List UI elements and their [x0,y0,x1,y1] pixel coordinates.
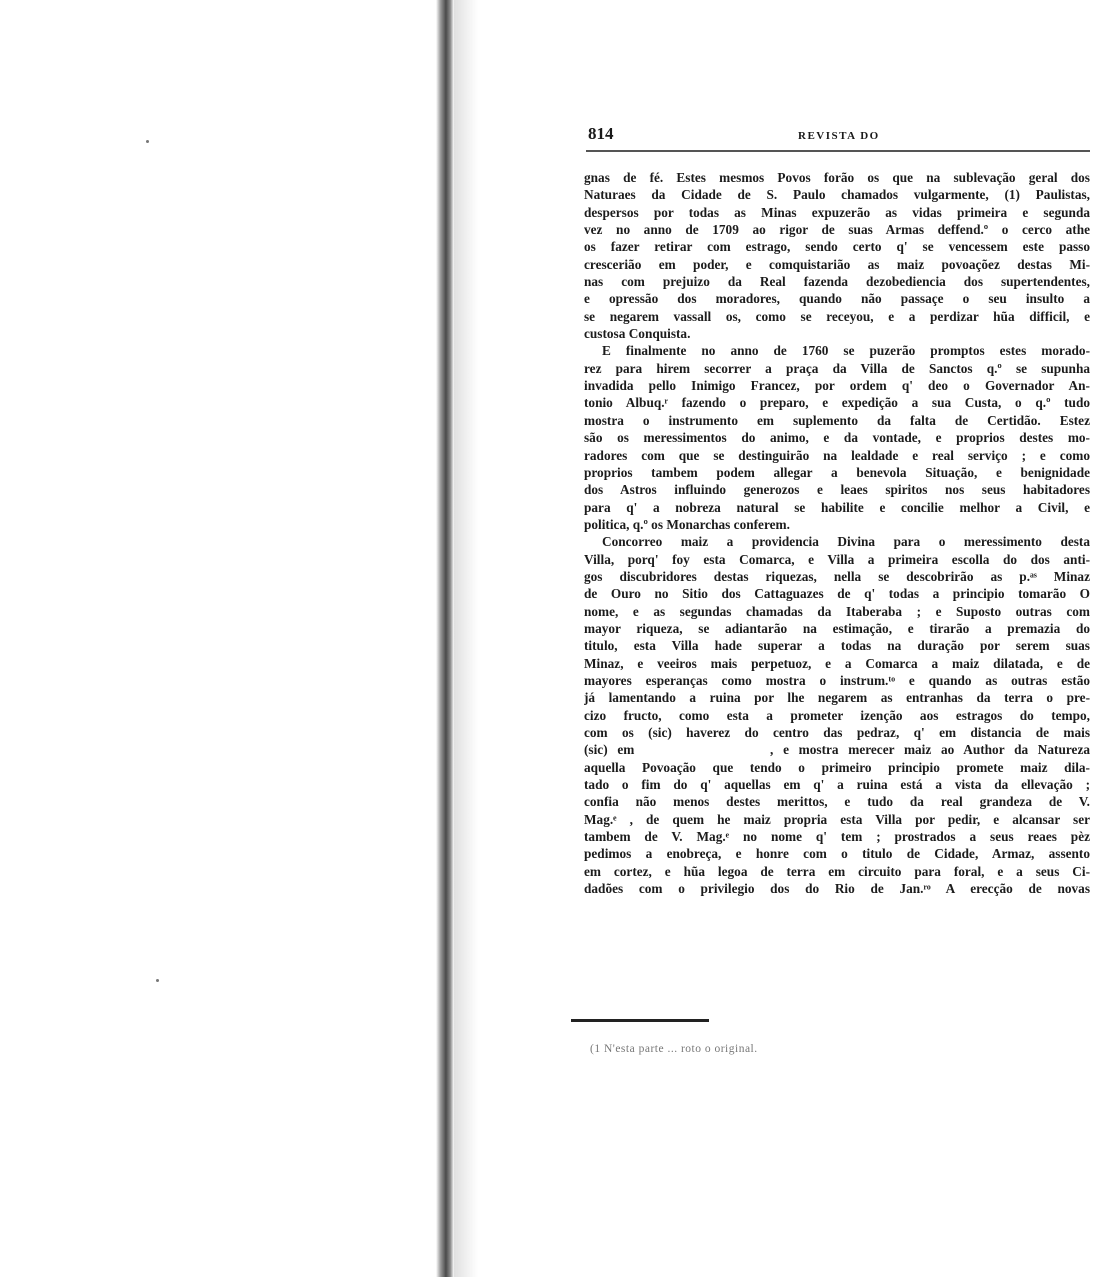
text-line: Villa, porq' foy esta Comarca, e Villa a primeira escolla do dos anti- [584,551,1090,567]
text-line: aquella Povoação que tendo o primeiro principio promete maiz dila- [584,759,1090,775]
text-line: nome, e as segundas chamadas da Itaberaba ; e Suposto outras com [584,603,1090,619]
text-line: cizo fructo, como esta a prometer izenção aos estragos do tempo, [584,707,1090,723]
text-line: e opressão dos moradores, quando não passaçe o seu insulto a [584,291,1090,307]
scan-speck [156,979,159,982]
page-header [586,124,1090,152]
text-line: dadões com o privilegio dos do Rio de Jan.ʳᵒ A erecção de novas [584,881,1090,897]
text-line: custosa Conquista. [584,326,691,342]
text-line: despersos por todas as Minas expuzerão as vidas primeira e segunda [584,204,1090,220]
gutter-shadow [454,0,478,1277]
text-line: crescerião em poder, e comquistarião as maiz povoaçõez destas Mi- [584,256,1090,272]
text-line: com os (sic) haverez do centro das pedraz, q' em distancia de mais [584,725,1090,740]
text-line: E finalmente no anno de 1760 se puzerão promptos estes morado- [602,343,1090,359]
text-line: tambem de V. Mag.ᵉ no nome q' tem ; prostrados a seus reaes pèz [584,829,1090,845]
text-line: pedimos a enobreça, e honre com o titulo de Cidade, Armaz, assento [584,846,1090,862]
text-line: tado o fim do q' aquellas em q' a ruina está a vista da ellevação ; [584,777,1090,793]
text-line: os fazer retirar com estrago, sendo certo q' se vencessem este passo [584,239,1090,255]
footnote-rule [571,1019,709,1022]
text-line: gos discubridores destas riquezas, nella se descobrirão as p.ᵃˢ Minaz [584,568,1090,584]
book-gutter [436,0,454,1277]
text-line: mayor riqueza, se adiantarão na estimação, e tirarão a premazia do [584,620,1090,636]
text-line: titulo, esta Villa hade superar a todas na duração por serem suas [584,638,1090,654]
text-line: mostra o instrumento em suplemento da falta de Certidão. Estez [584,412,1090,428]
text-line: (sic) em , e mostra merecer maiz ao Author da Natureza [584,742,1090,758]
text-line: proprios tambem podem allegar a benevola Situação, e benignidade [584,464,1090,480]
text-line: Concorreo maiz a providencia Divina para o meressimento desta [602,534,1090,550]
text-line: confia não menos destes merittos, e tudo da real grandeza de V. [584,794,1090,810]
text-line: são os meressimentos do animo, e da vontade, e proprios destes mo- [584,430,1090,446]
body-text [584,169,1090,897]
text-line: se negarem vassall os, como se receyou, e a perdizar hũa difficil, e [584,308,1090,324]
text-line: Naturaes da Cidade de S. Paulo chamados vulgarmente, (1) Paulistas, [584,187,1090,203]
text-line: nas com prejuizo da Real fazenda dezobediencia dos supertendentes, [584,274,1090,290]
text-line: em cortez, e hũa legoa de terra em circuito para foral, e a seus Ci- [584,863,1090,879]
page-number: 814 [588,124,614,143]
text-line: politica, q.º os Monarchas conferem. [584,516,790,532]
text-line: vez no anno de 1709 ao rigor de suas Armas deffend.º o cerco athe [584,222,1090,238]
text-line: radores com que se destinguirão na lealdade e real serviço ; e como [584,447,1090,463]
scan-speck [146,140,149,143]
footnote: (1 N'esta parte ... roto o original. [590,1043,758,1055]
text-line: Minaz, e veeiros mais perpetuoz, e a Comarca a maiz dilatada, e de [584,655,1090,671]
text-line: gnas de fé. Estes mesmos Povos forão os que na sublevação geral dos [584,170,1090,185]
running-head: REVISTA DO [798,130,880,142]
text-line: invadida pello Inimigo Francez, por ordem q' deo o Governador An- [584,378,1090,394]
text-line: já lamentando a ruina por lhe negarem as entranhas da terra o pre- [584,690,1090,706]
text-line: Mag.ᵉ , de quem he maiz propria esta Villa por pedir, e alcansar ser [584,811,1090,827]
text-line: mayores esperanças como mostra o instrum.ᵗᵒ e quando as outras estão [584,672,1090,688]
text-line: de Ouro no Sitio dos Cattaguazes de q' todas a principio tomarão O [584,586,1090,602]
text-line: dos Astros influindo generozos e leaes spiritos nos seus habitadores [584,482,1090,498]
text-line: rez para hirem secorrer a praça da Villa de Sanctos q.º se supunha [584,360,1090,376]
text-line: tonio Albuq.ʳ fazendo o preparo, e expedição a sua Custa, o q.º tudo [584,395,1090,411]
text-line: para q' a nobreza natural se habilite e concilie melhor a Civil, e [584,499,1090,515]
